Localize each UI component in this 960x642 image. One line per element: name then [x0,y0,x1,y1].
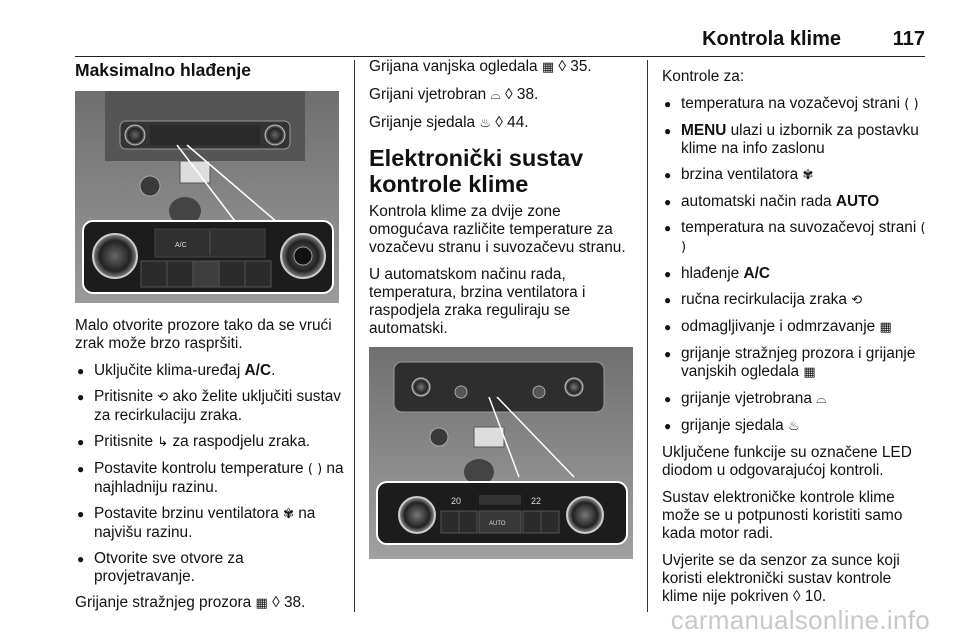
passenger-temp-display: 22 [531,496,542,506]
controls-intro: Kontrole za: [662,68,745,85]
air-distribution-icon: ↳ [157,435,169,450]
subheading: Kontrola klime za dvije zone [369,203,561,220]
ref-line: Grijanje sjedala ♨ ◊ 44. [369,114,529,131]
list-item: ● Postavite kontrolu temperature ( ) na najhladniju razinu. [75,460,345,497]
list-item: ● odmagljivanje i odmrzavanje ▦ [662,318,928,337]
fan-icon: ✾ [283,507,294,522]
temperature-control-icon: ( ) [307,462,323,477]
column-divider [647,60,648,612]
list-item: ● ručna recirkulacija zraka ⟲ [662,291,928,310]
ac-button-label: A/C [175,242,187,249]
temperature-control-icon: ( ) [904,97,919,112]
rear-window-heating-ref: Grijanje stražnjeg prozora ▦ ◊ 38. [75,594,306,611]
list-item: ● MENU ulazi u izbornik za postavku klime na info zaslonu [662,122,928,158]
intro-text: Malo otvorite prozore tako da se vrući zrak može brzo raspršiti. [75,317,332,352]
list-item: ● hlađenje A/C [662,265,928,283]
recirculation-icon: ⟲ [851,293,863,308]
chapter-title: Kontrola klime [702,28,841,50]
column-divider [354,60,355,612]
recirculation-icon: ⟲ [157,390,169,405]
windscreen-heating-icon: ⌓ [490,88,501,103]
rear-window-heating-icon: ▦ [803,365,816,380]
page-header [75,28,925,57]
list-item: ● grijanje vjetrobrana ⌓ [662,390,928,409]
engine-note: Sustav elektroničke kontrole klime može se u potpunosti koristiti samo kada motor radi. [662,489,903,542]
windscreen-heating-icon: ⌓ [816,392,827,407]
column-middle [369,58,637,573]
dual-zone-text: omogućava različite temperature za vozačevu stranu i suvozačevu stranu. [369,221,626,256]
defrost-icon: ▦ [879,320,892,335]
column-left [75,58,345,622]
section-heading-max-cooling: Maksimalno hlađenje [75,60,252,80]
mirror-heating-icon: ▦ [541,60,555,75]
list-item: ● grijanje sjedala ♨ [662,417,928,436]
list-item: ● Pritisnite ⟲ ako želite uključiti sustav za recirkulaciju zraka. [75,388,345,425]
temperature-control-icon: ( ) [681,221,926,255]
list-item: ● automatski način rada AUTO [662,193,928,211]
list-item: ● Otvorite sve otvore za provjetravanje. [75,550,345,586]
fan-icon: ✾ [802,168,814,183]
ref-line: Grijani vjetrobran ⌓ ◊ 38. [369,86,539,103]
list-item: ● brzina ventilatora ✾ [662,166,928,185]
auto-button-label: AUTO [489,521,506,527]
list-item: ● Uključite klima-uređaj A/C. [75,362,345,380]
auto-mode-text: U automatskom načinu rada, temperatura, brzina ventilatora i raspodjela zraka reguliraju se automatski. [369,266,586,337]
rear-window-heating-icon: ▦ [255,596,268,611]
controls-list [662,95,928,436]
watermark: carmanualsonline.info [670,605,930,635]
sun-sensor-note: Uvjerite se da senzor za sunce koji koristi elektronički sustav kontrole klime nije pokriven ◊ 10. [662,552,900,605]
ref-line: Grijana vanjska ogledala ▦ ◊ 35. [369,58,592,75]
climate-panel-photo-manual [75,91,339,303]
section-heading-electronic-climate: Elektronički sustav kontrole klime [369,145,584,197]
max-cooling-steps [75,362,345,586]
column-right [662,58,928,615]
climate-panel-photo-electronic [369,347,633,559]
list-item: ● temperatura na suvozačevoj strani ( ) [662,219,928,257]
driver-temp-display: 20 [451,496,462,506]
list-item: ● temperatura na vozačevoj strani ( ) [662,95,928,114]
list-item: ● Postavite brzinu ventilatora ✾ na najvišu razinu. [75,505,345,542]
list-item: ● Pritisnite ↳ za raspodjelu zraka. [75,433,345,452]
seat-heating-icon: ♨ [479,116,492,131]
page-number: 117 [892,28,925,50]
seat-heating-icon: ♨ [787,419,800,434]
led-note: Uključene funkcije su označene LED diodom u odgovarajućoj kontroli. [662,444,912,479]
list-item: ● grijanje stražnjeg prozora i grijanje vanjskih ogledala ▦ [662,345,928,382]
